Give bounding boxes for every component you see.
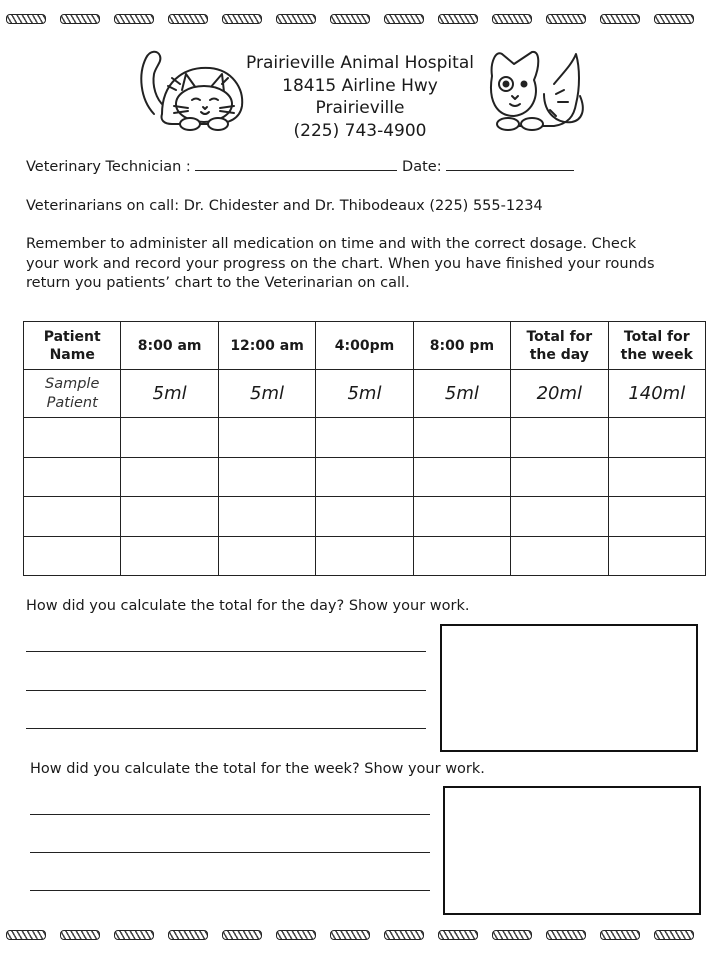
chart-header-row <box>24 322 706 370</box>
border-dash <box>222 14 262 24</box>
header-patient-name: Patient Name <box>24 322 121 370</box>
header-8am: 8:00 am <box>121 322 218 370</box>
answer-line[interactable] <box>26 651 426 652</box>
table-row <box>24 457 706 497</box>
dose-cell[interactable] <box>121 418 218 458</box>
sample-dose-cell: 5ml <box>121 370 218 418</box>
patient-name-cell[interactable] <box>24 418 121 458</box>
total-day-cell[interactable] <box>511 418 608 458</box>
total-day-cell[interactable] <box>511 536 608 576</box>
header-total-day: Total for the day <box>511 322 608 370</box>
question-week: How did you calculate the total for the week? Show your work. <box>30 761 485 777</box>
dose-cell[interactable] <box>218 418 315 458</box>
date-label: Date: <box>402 159 442 175</box>
border-dash <box>168 930 208 940</box>
dose-cell[interactable] <box>218 536 315 576</box>
dose-cell[interactable] <box>316 418 413 458</box>
clinic-name: Prairieville Animal Hospital <box>246 53 474 73</box>
header-8pm: 8:00 pm <box>413 322 510 370</box>
dose-cell[interactable] <box>316 536 413 576</box>
question-day: How did you calculate the total for the day? Show your work. <box>26 598 470 614</box>
border-dash <box>384 14 424 24</box>
patient-name-cell[interactable] <box>24 457 121 497</box>
total-week-cell[interactable] <box>608 457 705 497</box>
total-day-cell[interactable] <box>511 457 608 497</box>
table-row <box>24 418 706 458</box>
answer-line[interactable] <box>30 814 430 815</box>
tech-date-line <box>26 158 574 178</box>
dose-cell[interactable] <box>121 457 218 497</box>
dose-cell[interactable] <box>413 418 510 458</box>
header-12am: 12:00 am <box>218 322 315 370</box>
border-dash <box>60 930 100 940</box>
border-dash <box>438 930 478 940</box>
dose-cell[interactable] <box>218 457 315 497</box>
border-dash <box>492 14 532 24</box>
border-dash <box>60 14 100 24</box>
border-dash <box>384 930 424 940</box>
border-dash <box>438 14 478 24</box>
top-border <box>0 12 720 28</box>
sample-total-week-cell: 140ml <box>608 370 705 418</box>
date-field[interactable] <box>446 158 574 171</box>
sample-dose-cell: 5ml <box>413 370 510 418</box>
clinic-city: Prairieville <box>315 98 405 118</box>
sample-row <box>24 370 706 418</box>
vets-on-call: Veterinarians on call: Dr. Chidester and Dr. Thibodeaux (225) 555-1234 <box>26 198 543 214</box>
tech-name-field[interactable] <box>195 158 397 171</box>
border-dash <box>222 930 262 940</box>
border-dash <box>654 930 694 940</box>
bottom-border <box>0 928 720 944</box>
sample-dose-cell: 5ml <box>218 370 315 418</box>
dose-cell[interactable] <box>413 536 510 576</box>
work-box-day[interactable] <box>440 624 698 752</box>
dose-cell[interactable] <box>413 497 510 537</box>
answer-line[interactable] <box>26 728 426 729</box>
table-row <box>24 497 706 537</box>
border-dash <box>114 930 154 940</box>
patient-name-cell[interactable] <box>24 536 121 576</box>
instructions <box>26 235 655 294</box>
table-row <box>24 536 706 576</box>
header-total-week: Total for the week <box>608 322 705 370</box>
header-4pm: 4:00pm <box>316 322 413 370</box>
total-week-cell[interactable] <box>608 418 705 458</box>
total-week-cell[interactable] <box>608 497 705 537</box>
border-dash <box>330 14 370 24</box>
clinic-address: 18415 Airline Hwy <box>282 75 438 96</box>
border-dash <box>168 14 208 24</box>
total-week-cell[interactable] <box>608 536 705 576</box>
border-dash <box>114 14 154 24</box>
border-dash <box>276 14 316 24</box>
dose-cell[interactable] <box>316 497 413 537</box>
border-dash <box>492 930 532 940</box>
dose-cell[interactable] <box>218 497 315 537</box>
border-dash <box>276 930 316 940</box>
instruction-line: return you patients’ chart to the Veterinarian on call. <box>26 275 410 291</box>
tech-label: Veterinary Technician : <box>26 159 191 175</box>
work-box-week[interactable] <box>443 786 701 915</box>
clinic-header <box>0 52 720 142</box>
dose-cell[interactable] <box>316 457 413 497</box>
border-dash <box>546 14 586 24</box>
clinic-phone: (225) 743-4900 <box>293 120 427 141</box>
medication-chart <box>23 321 706 576</box>
border-dash <box>6 14 46 24</box>
instruction-line: your work and record your progress on the chart. When you have finished your rounds <box>26 255 655 272</box>
patient-name-cell[interactable] <box>24 497 121 537</box>
sample-total-day-cell: 20ml <box>511 370 608 418</box>
border-dash <box>600 930 640 940</box>
dose-cell[interactable] <box>121 497 218 537</box>
border-dash <box>600 14 640 24</box>
border-dash <box>546 930 586 940</box>
answer-line[interactable] <box>30 890 430 891</box>
dose-cell[interactable] <box>413 457 510 497</box>
border-dash <box>330 930 370 940</box>
border-dash <box>654 14 694 24</box>
total-day-cell[interactable] <box>511 497 608 537</box>
sample-dose-cell: 5ml <box>316 370 413 418</box>
instruction-line: Remember to administer all medication on time and with the correct dosage. Check <box>26 236 637 252</box>
answer-line[interactable] <box>30 852 430 853</box>
border-dash <box>6 930 46 940</box>
dose-cell[interactable] <box>121 536 218 576</box>
answer-line[interactable] <box>26 690 426 691</box>
sample-patient-name: Sample Patient <box>24 370 121 418</box>
